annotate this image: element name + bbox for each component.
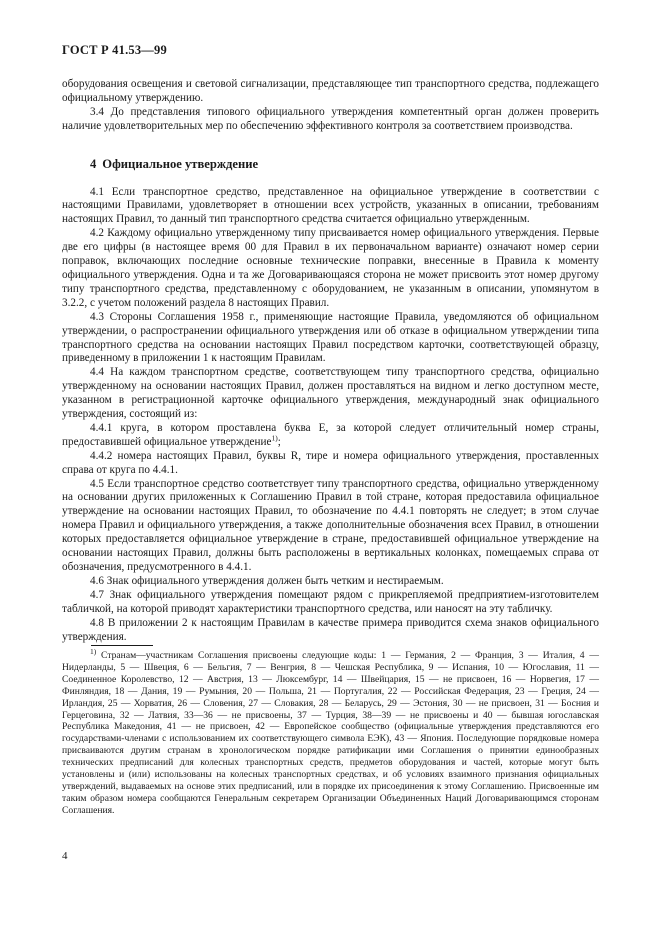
paragraph-4-4-1 — [62, 422, 599, 450]
paragraph-4-2: 4.2 Каждому официально утвержденному типу присваивается номер официального утверждения. Первые две его цифры (в настоящее время 00 для Правил в их первоначальном варианте) означают номер серии поправок, включающих последние основные технические поправки, внесенные в Правила к моменту официального утверждения. Одна и та же Договаривающаяся сторона не может присвоить этот номер другому типу транспортного средства, представленному с оборудованием, не указанным в описании, упомянутом в 3.2.2, с учетом положений раздела 8 настоящих Правил. — [62, 227, 599, 309]
paragraph-4-3: 4.3 Стороны Соглашения 1958 г., применяющие настоящие Правила, уведомляются об официальном утверждении, о распространении официального утверждения или об отказе в официальном утверждении типа транспортного средства на основании настоящих Правил посредством карточки, соответствующей образцу, приведенному в приложении 1 к настоящим Правилам. — [62, 310, 599, 365]
paragraph-4-7: 4.7 Знак официального утверждения помещают рядом с прикрепляемой предприятием-изготовителем табличкой, на которой приводят характеристики транспортного средства, или наносят на эту табличку. — [62, 588, 599, 615]
footnote-reference[interactable]: 1) — [271, 433, 278, 443]
main-text — [62, 78, 599, 644]
section-title-text: Официальное утверждение — [102, 156, 259, 171]
paragraph-4-4-2: 4.4.2 номера настоящих Правил, буквы R, тире и номера официального утверждения, проставленных справа от круга по 4.4.1. — [62, 449, 599, 476]
footnote-text: Странам—участникам Соглашения присвоены следующие коды: 1 — Германия, 2 — Франция, 3 — Италия, 4 — Нидерланды, 5 — Швеция, 6 — Бельгия, 7 — Венгрия, 8 — Чешская Республика, 9 — Испания, 10 — Югославия, 11 — Соединенное Королевство, 12 — Австрия, 13 — Люксембург, 14 — Швейцария, 15 — не присвоен, 16 — Норвегия, 17 — Финляндия, 18 — Дания, 19 — Румыния, 20 — Польша, 21 — Португалия, 22 — Российская Федерация, 23 — Греция, 24 — Ирландия, 25 — Хорватия, 26 — Словения, 27 — Словакия, 28 — Беларусь, 29 — Эстония, 30 — не присвоен, 31 — Босния и Герцеговина, 32 — Латвия, 33—36 — не присвоены, 37 — Турция, 38—39 — не присвоены и 40 — бывшая югославская Республика Македония, 41 — не присвоен, 42 — Европейское сообщество (официальные утверждения представляются его государствами-членами с использованием их соответствующего символа ЕЭК), 43 — Япония. Последующие порядковые номера присваиваются другим странам в хронологическом порядке ратификации ими Соглашения о принятии единообразных технических предписаний для колесных транспортных средств, предметов оборудования и частей, которые могут быть установлены и (или) использованы на колесных транспортных средствах, и об условиях взаимного признания официальных утверждений, выдаваемых на основе этих предписаний, или в порядке их присоединения к этому Соглашению. Присвоенные им таким образом номера сообщаются Генеральным секретарем Организации Объединенных Наций Договаривающимся сторонам Соглашения. — [62, 650, 599, 816]
footnote — [62, 646, 599, 817]
paragraph-4-6: 4.6 Знак официального утверждения должен быть четким и нестираемым. — [90, 574, 444, 587]
section-number: 4 — [90, 156, 97, 171]
footnote-paragraph — [62, 646, 599, 817]
paragraph-3-4: 3.4 До представления типового официального утверждения компетентный орган должен проверить наличие удовлетворительных мер по обеспечению эффективного контроля за соответствием производства. — [62, 105, 599, 132]
footnote-marker: 1) — [90, 646, 97, 656]
paragraph-4-8: 4.8 В приложении 2 к настоящим Правилам в качестве примера приводится схема знаков официального утверждения. — [62, 616, 599, 643]
paragraph-4-4: 4.4 На каждом транспортном средстве, соответствующем типу транспортного средства, официально утвержденному на основании настоящих Правил, должен проставляться на видном и легко доступном месте, указанном в регистрационной карточке официального утверждения, международный знак официального утверждения, состоящий из: — [62, 366, 599, 421]
section-heading — [90, 158, 599, 172]
document-code-header: ГОСТ Р 41.53—99 — [62, 43, 167, 57]
page-number: 4 — [62, 850, 68, 862]
paragraph-4-5: 4.5 Если транспортное средство соответствует типу транспортного средства, официально утвержденному на основании других приложенных к Соглашению Правил в той стране, которая предоставила официальное утверждение на основании настоящих Правил, то обозначение по 4.4.1 повторять не следует; в этом случае номера Правил и официального утверждения, а также дополнительные обозначения всех Правил, в отношении которых предоставляется официальное утверждение в стране, предоставившей официальное утверждение на основании настоящих Правил, должны быть расположены в вертикальных колонках, помещаемых справа от обозначения, предусмотренного в 4.4.1. — [62, 477, 599, 573]
paragraph-4-4-1-text: 4.4.1 круга, в котором проставлена буква E, за которой следует отличительный номер страны, предоставившей официальное утверждение — [62, 421, 599, 448]
paragraph-4-1: 4.1 Если транспортное средство, представленное на официальное утверждение в соответствии с настоящими Правилами, удовлетворяет в отношении всех устройств, указанных в описании, требованиям настоящих Правил, то данный тип транспортного средства считается официально утвержденным. — [62, 185, 599, 226]
footnote-divider — [91, 645, 153, 646]
paragraph-continuation: оборудования освещения и световой сигнализации, представляющее тип транспортного средства, подлежащего официальному утверждению. — [62, 78, 599, 104]
paragraph-4-4-1-end: ; — [277, 435, 281, 448]
